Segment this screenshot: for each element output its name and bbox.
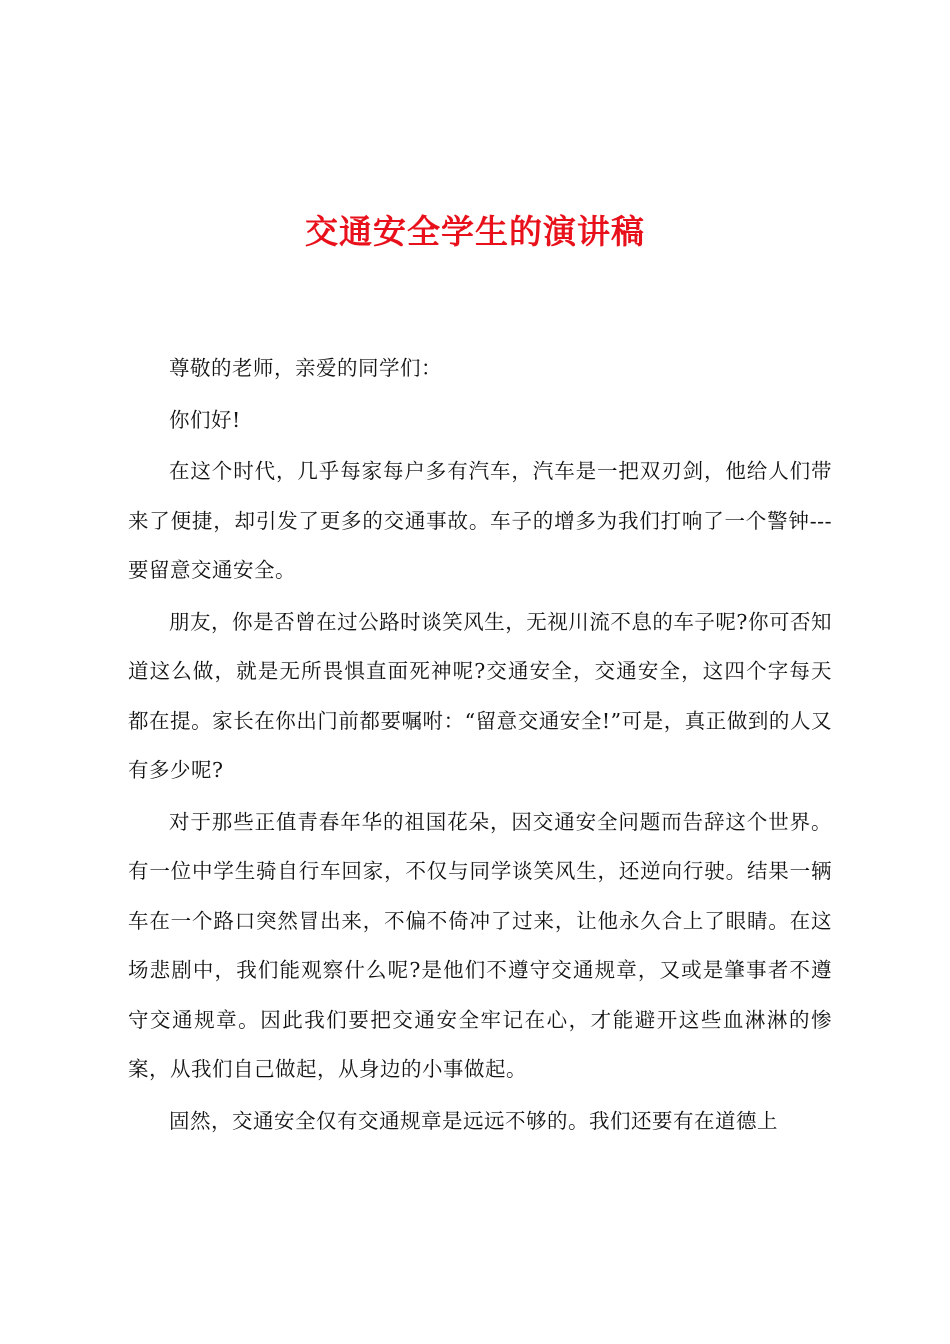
document-title: 交通安全学生的演讲稿 (305, 212, 645, 251)
body-paragraph-3: 对于那些正值青春年华的祖国花朵，因交通安全问题而告辞这个世界。有一位中学生骑自行车回家，不仅与同学谈笑风生，还逆向行驶。结果一辆车在一个路口突然冒出来，不偏不倚冲了过来，让他永久合上了眼睛。在这场悲剧中，我们能观察什么呢?是他们不遵守交通规章，又或是肇事者不遵守交通规章。因此我们要把交通安全牢记在心，才能避开这些血淋淋的惨案，从我们自己做起，从身边的小事做起。 (128, 809, 832, 1081)
body-paragraph-4: 固然，交通安全仅有交通规章是远远不够的。我们还要有在道德上 (169, 1108, 778, 1133)
body-paragraph-1: 在这个时代，几乎每家每户多有汽车，汽车是一把双刃剑，他给人们带来了便捷，却引发了更多的交通事故。车子的增多为我们打响了一个警钟---要留意交通安全。 (128, 459, 832, 582)
greeting-paragraph: 你们好! (169, 407, 241, 432)
document-body (128, 344, 832, 1148)
salutation-paragraph: 尊敬的老师，亲爱的同学们： (169, 356, 442, 380)
body-paragraph-2: 朋友，你是否曾在过公路时谈笑风生，无视川流不息的车子呢?你可否知道这么做，就是无所畏惧直面死神呢?交通安全，交通安全，这四个字每天都在提。家长在你出门前都要嘱咐：“留意交通安全!”可是，真正做到的人又有多少呢? (128, 609, 832, 782)
